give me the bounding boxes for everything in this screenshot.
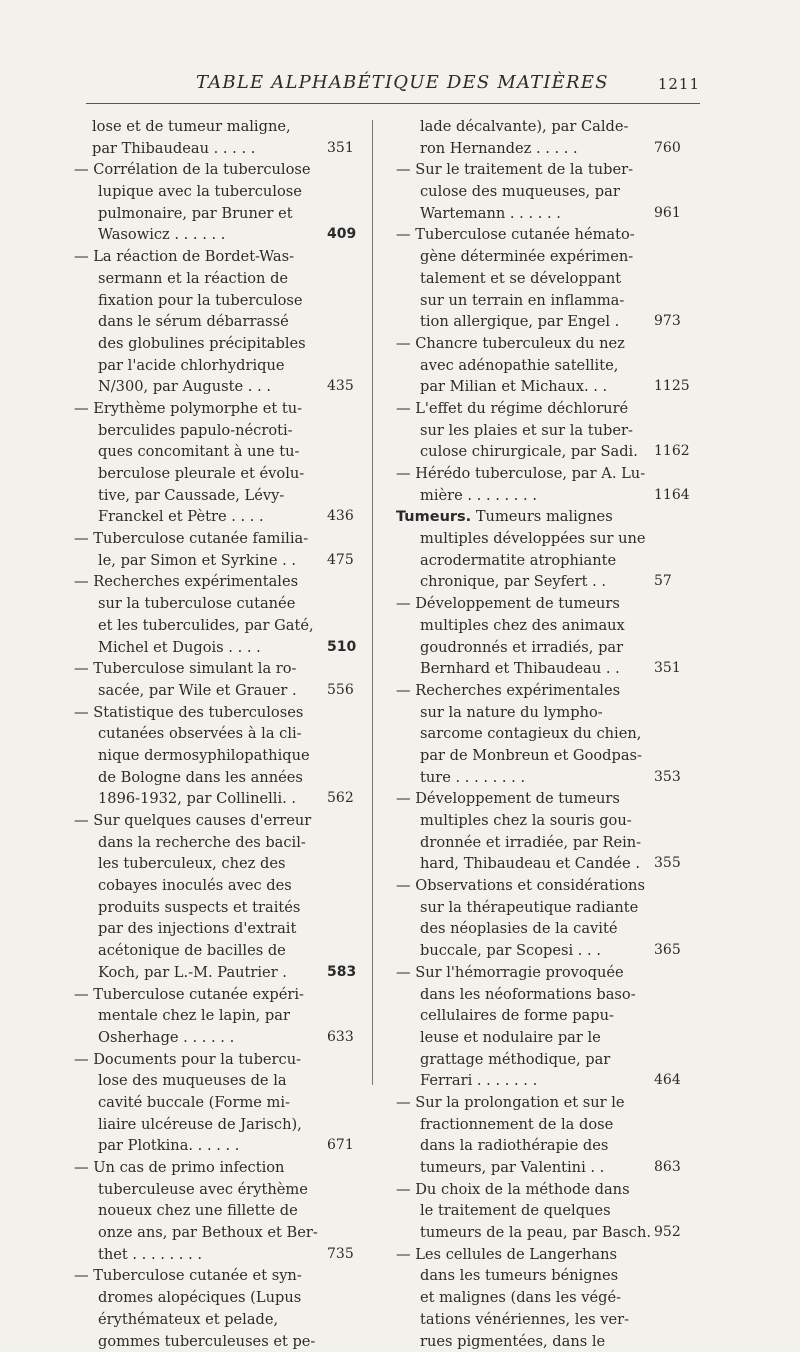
index-text: dromes alopéciques (Lupus [98, 1287, 301, 1309]
index-text: Ferrari . . . . . . . [420, 1070, 537, 1092]
index-line [396, 181, 681, 203]
index-text: par Plotkina. . . . . . [98, 1135, 239, 1157]
index-line [74, 268, 349, 290]
index-line [396, 680, 681, 702]
index-line [396, 767, 681, 789]
index-line [396, 1309, 681, 1331]
page-reference: 583 [327, 962, 356, 984]
index-line [396, 376, 681, 398]
index-line [74, 1092, 349, 1114]
index-line [396, 637, 681, 659]
index-line [74, 1331, 349, 1352]
index-line [74, 680, 349, 702]
index-line [74, 1222, 349, 1244]
index-line [74, 1027, 349, 1049]
index-text: rues pigmentées, dans le [420, 1331, 605, 1352]
index-line [396, 1222, 681, 1244]
index-line [396, 875, 681, 897]
page-reference: 435 [327, 376, 354, 398]
page-reference: 436 [327, 506, 354, 528]
index-text: Osherhage . . . . . . [98, 1027, 234, 1049]
running-title: TABLE ALPHABÉTIQUE DES MATIÈRES [196, 72, 609, 93]
index-text: ques concomitant à une tu- [98, 441, 299, 463]
index-line [396, 224, 681, 246]
index-line [396, 832, 681, 854]
index-line [396, 1049, 681, 1071]
index-text: — Chancre tuberculeux du nez [396, 333, 625, 355]
index-text: lupique avec la tuberculose [98, 181, 302, 203]
index-text: cobayes inoculés avec des [98, 875, 292, 897]
index-line [396, 463, 681, 485]
index-line [396, 788, 681, 810]
index-text: — Du choix de la méthode dans [396, 1179, 630, 1201]
index-line [396, 1331, 681, 1352]
index-text: fractionnement de la dose [420, 1114, 613, 1136]
index-text: tumeurs, par Valentini . . [420, 1157, 604, 1179]
index-text: dans les tumeurs bénignes [420, 1265, 618, 1287]
index-line [74, 420, 349, 442]
index-line [396, 1135, 681, 1157]
index-line [74, 290, 349, 312]
index-line [74, 853, 349, 875]
index-line [74, 181, 349, 203]
index-text: berculides papulo-nécroti- [98, 420, 293, 442]
index-text: — Recherches expérimentales [74, 571, 298, 593]
index-line [74, 593, 349, 615]
index-text: multiples chez des animaux [420, 615, 625, 637]
index-text: — Développement de tumeurs [396, 593, 620, 615]
index-line [396, 1157, 681, 1179]
index-line [74, 940, 349, 962]
index-text: — Développement de tumeurs [396, 788, 620, 810]
index-line [74, 658, 349, 680]
index-text: onze ans, par Bethoux et Ber- [98, 1222, 318, 1244]
index-text: ron Hernandez . . . . . [420, 138, 578, 160]
index-line [74, 1200, 349, 1222]
index-text: sur la nature du lympho- [420, 702, 603, 724]
index-line [74, 355, 349, 377]
index-line [74, 875, 349, 897]
index-text: gène déterminée expérimen- [420, 246, 633, 268]
index-text: par Milian et Michaux. . . [420, 376, 607, 398]
index-line [396, 159, 681, 181]
page-reference: 760 [654, 138, 681, 160]
index-text: — Tuberculose simulant la ro- [74, 658, 296, 680]
index-text: 1896-1932, par Collinelli. . [98, 788, 296, 810]
page-header [86, 72, 700, 98]
page-reference: 671 [327, 1135, 354, 1157]
index-line [74, 637, 349, 659]
index-line [396, 1287, 681, 1309]
index-text: multiples développées sur une [420, 528, 646, 550]
index-line [396, 355, 681, 377]
index-text: — Sur le traitement de la tuber- [396, 159, 633, 181]
index-text: pulmonaire, par Bruner et [98, 203, 293, 225]
index-text: culose des muqueuses, par [420, 181, 620, 203]
index-line [74, 116, 349, 138]
index-line [74, 897, 349, 919]
page-reference: 556 [327, 680, 354, 702]
page-reference: 961 [654, 203, 681, 225]
index-line [74, 246, 349, 268]
index-text: — La réaction de Bordet-Was- [74, 246, 294, 268]
index-line [396, 1265, 681, 1287]
index-text: Wasowicz . . . . . . [98, 224, 225, 246]
index-text: sur la tuberculose cutanée [98, 593, 295, 615]
page-number: 1211 [658, 75, 700, 93]
index-line [74, 528, 349, 550]
index-text: produits suspects et traités [98, 897, 300, 919]
index-line [396, 723, 681, 745]
index-text: N/300, par Auguste . . . [98, 376, 271, 398]
index-text: — Tuberculose cutanée expéri- [74, 984, 304, 1006]
index-text: lose et de tumeur maligne, [92, 116, 291, 138]
index-text: — Statistique des tuberculoses [74, 702, 303, 724]
index-text: de Bologne dans les années [98, 767, 303, 789]
index-text: cellulaires de forme papu- [420, 1005, 614, 1027]
index-line [74, 463, 349, 485]
index-text: — Tuberculose cutanée et syn- [74, 1265, 302, 1287]
index-line [396, 962, 681, 984]
index-text: sacée, par Wile et Grauer . [98, 680, 297, 702]
index-text: — Sur l'hémorragie provoquée [396, 962, 624, 984]
index-text: sur la thérapeutique radiante [420, 897, 638, 919]
index-line [74, 615, 349, 637]
index-line [396, 246, 681, 268]
page-reference: 633 [327, 1027, 354, 1049]
page-reference: 355 [654, 853, 681, 875]
index-line [74, 506, 349, 528]
index-text: grattage méthodique, par [420, 1049, 610, 1071]
left-column [74, 116, 349, 1352]
index-text: dans les néoformations baso- [420, 984, 636, 1006]
page-reference: 973 [654, 311, 681, 333]
index-text: le traitement de quelques [420, 1200, 611, 1222]
index-line [396, 203, 681, 225]
index-text: Koch, par L.-M. Pautrier . [98, 962, 287, 984]
index-line [396, 138, 681, 160]
index-line [74, 1005, 349, 1027]
index-text: — Un cas de primo infection [74, 1157, 284, 1179]
index-text: les tuberculeux, chez des [98, 853, 285, 875]
index-line [396, 658, 681, 680]
index-line [74, 1287, 349, 1309]
index-text: multiples chez la souris gou- [420, 810, 632, 832]
index-line [396, 1179, 681, 1201]
index-line [396, 1070, 681, 1092]
index-line [74, 1135, 349, 1157]
index-text: fixation pour la tuberculose [98, 290, 303, 312]
index-text: leuse et nodulaire par le [420, 1027, 601, 1049]
index-text: acrodermatite atrophiante [420, 550, 616, 572]
index-line [74, 571, 349, 593]
header-rule [86, 103, 700, 104]
page-reference: 863 [654, 1157, 681, 1179]
page-reference: 1164 [654, 485, 690, 507]
page-reference: 464 [654, 1070, 681, 1092]
page-reference: 57 [654, 571, 672, 593]
index-line [74, 1070, 349, 1092]
index-line [74, 918, 349, 940]
index-text: le, par Simon et Syrkine . . [98, 550, 296, 572]
index-line [396, 853, 681, 875]
index-text: tive, par Caussade, Lévy- [98, 485, 284, 507]
index-text: tations vénériennes, les ver- [420, 1309, 629, 1331]
index-line [396, 290, 681, 312]
page-reference: 353 [654, 767, 681, 789]
index-text: — L'effet du régime déchloruré [396, 398, 628, 420]
index-line [396, 1200, 681, 1222]
index-text: des globulines précipitables [98, 333, 306, 355]
index-line [74, 984, 349, 1006]
index-text: thet . . . . . . . . [98, 1244, 202, 1266]
index-text: hard, Thibaudeau et Candée . [420, 853, 640, 875]
index-text: sur un terrain en inflamma- [420, 290, 624, 312]
index-text: sarcome contagieux du chien, [420, 723, 641, 745]
index-text: chronique, par Seyfert . . [420, 571, 606, 593]
index-keyword: Tumeurs. [396, 509, 471, 525]
index-text: — Documents pour la tubercu- [74, 1049, 301, 1071]
index-text: Wartemann . . . . . . [420, 203, 561, 225]
index-line [74, 745, 349, 767]
index-text: par l'acide chlorhydrique [98, 355, 285, 377]
index-line [396, 615, 681, 637]
index-text: cavité buccale (Forme mi- [98, 1092, 290, 1114]
right-column [396, 116, 681, 1352]
index-line [74, 810, 349, 832]
page-reference: 351 [327, 138, 354, 160]
page-reference: 952 [654, 1222, 681, 1244]
index-line [396, 593, 681, 615]
index-text: Franckel et Pètre . . . . [98, 506, 264, 528]
index-line [396, 918, 681, 940]
index-line [74, 550, 349, 572]
index-line [396, 1027, 681, 1049]
page-reference: 365 [654, 940, 681, 962]
index-line [74, 1309, 349, 1331]
index-text: gommes tuberculeuses et pe- [98, 1331, 315, 1352]
index-line [396, 268, 681, 290]
index-text: liaire ulcéreuse de Jarisch), [98, 1114, 302, 1136]
index-text: Tumeurs. Tumeurs malignes [396, 506, 613, 529]
index-line [74, 723, 349, 745]
index-line [396, 1114, 681, 1136]
index-text: noueux chez une fillette de [98, 1200, 298, 1222]
index-text: goudronnés et irradiés, par [420, 637, 623, 659]
index-line [74, 441, 349, 463]
column-divider [372, 120, 373, 1085]
index-text: buccale, par Scopesi . . . [420, 940, 601, 962]
index-text: cutanées observées à la cli- [98, 723, 302, 745]
index-line [74, 832, 349, 854]
index-line [396, 506, 681, 528]
index-line [74, 1157, 349, 1179]
index-text: Michel et Dugois . . . . [98, 637, 261, 659]
index-line [396, 897, 681, 919]
index-text: par de Monbreun et Goodpas- [420, 745, 642, 767]
index-text: avec adénopathie satellite, [420, 355, 618, 377]
index-text: par des injections d'extrait [98, 918, 296, 940]
index-line [396, 571, 681, 593]
index-text: tuberculeuse avec érythème [98, 1179, 308, 1201]
index-line [396, 485, 681, 507]
index-line [74, 788, 349, 810]
page-reference: 735 [327, 1244, 354, 1266]
index-text: dans la recherche des bacil- [98, 832, 306, 854]
index-line [396, 441, 681, 463]
index-text: et malignes (dans les végé- [420, 1287, 621, 1309]
index-line [396, 398, 681, 420]
index-text: — Sur la prolongation et sur le [396, 1092, 625, 1114]
page-reference: 351 [654, 658, 681, 680]
page-reference: 475 [327, 550, 354, 572]
index-text: — Tuberculose cutanée hémato- [396, 224, 635, 246]
index-line [74, 485, 349, 507]
page-reference: 1162 [654, 441, 690, 463]
index-line [74, 398, 349, 420]
index-line [396, 1092, 681, 1114]
page-reference: 409 [327, 224, 356, 246]
index-line [396, 1005, 681, 1027]
page-reference: 510 [327, 637, 356, 659]
index-line [396, 702, 681, 724]
index-line [396, 550, 681, 572]
index-line [396, 745, 681, 767]
index-text: — Erythème polymorphe et tu- [74, 398, 302, 420]
index-line [396, 810, 681, 832]
index-line [396, 984, 681, 1006]
index-text: ture . . . . . . . . [420, 767, 525, 789]
index-line [74, 1049, 349, 1071]
index-line [74, 224, 349, 246]
index-text: et les tuberculides, par Gaté, [98, 615, 314, 637]
index-text: — Hérédo tuberculose, par A. Lu- [396, 463, 645, 485]
index-text: acétonique de bacilles de [98, 940, 286, 962]
index-text: dronnée et irradiée, par Rein- [420, 832, 641, 854]
index-text: dans la radiothérapie des [420, 1135, 608, 1157]
index-line [396, 420, 681, 442]
index-text: tumeurs de la peau, par Basch. [420, 1222, 651, 1244]
index-line [396, 333, 681, 355]
index-text: mentale chez le lapin, par [98, 1005, 290, 1027]
index-line [74, 376, 349, 398]
index-text: — Tuberculose cutanée familia- [74, 528, 308, 550]
index-text: sermann et la réaction de [98, 268, 288, 290]
index-text: — Observations et considérations [396, 875, 645, 897]
index-line [74, 311, 349, 333]
index-text: lose des muqueuses de la [98, 1070, 287, 1092]
index-line [74, 1114, 349, 1136]
index-text: sur les plaies et sur la tuber- [420, 420, 633, 442]
page-reference: 1125 [654, 376, 690, 398]
index-line [74, 333, 349, 355]
index-text: culose chirurgicale, par Sadi. [420, 441, 638, 463]
index-text: des néoplasies de la cavité [420, 918, 617, 940]
index-line [74, 767, 349, 789]
index-line [74, 702, 349, 724]
index-line [396, 940, 681, 962]
index-text: — Les cellules de Langerhans [396, 1244, 617, 1266]
index-line [74, 159, 349, 181]
index-text: — Sur quelques causes d'erreur [74, 810, 311, 832]
index-line [396, 311, 681, 333]
index-line [74, 203, 349, 225]
index-text: nique dermosyphilopathique [98, 745, 310, 767]
index-line [396, 1244, 681, 1266]
index-text: érythémateux et pelade, [98, 1309, 278, 1331]
index-text: Bernhard et Thibaudeau . . [420, 658, 620, 680]
index-line [74, 1179, 349, 1201]
index-text: — Corrélation de la tuberculose [74, 159, 311, 181]
index-text: — Recherches expérimentales [396, 680, 620, 702]
index-line [74, 1244, 349, 1266]
index-text: tion allergique, par Engel . [420, 311, 619, 333]
index-text: talement et se développant [420, 268, 621, 290]
index-text: berculose pleurale et évolu- [98, 463, 304, 485]
index-line [74, 138, 349, 160]
index-line [74, 962, 349, 984]
index-text: dans le sérum débarrassé [98, 311, 289, 333]
page-reference: 562 [327, 788, 354, 810]
index-text: mière . . . . . . . . [420, 485, 537, 507]
index-text: lade décalvante), par Calde- [420, 116, 628, 138]
index-text: par Thibaudeau . . . . . [92, 138, 255, 160]
index-line [396, 528, 681, 550]
index-line [74, 1265, 349, 1287]
index-line [396, 116, 681, 138]
